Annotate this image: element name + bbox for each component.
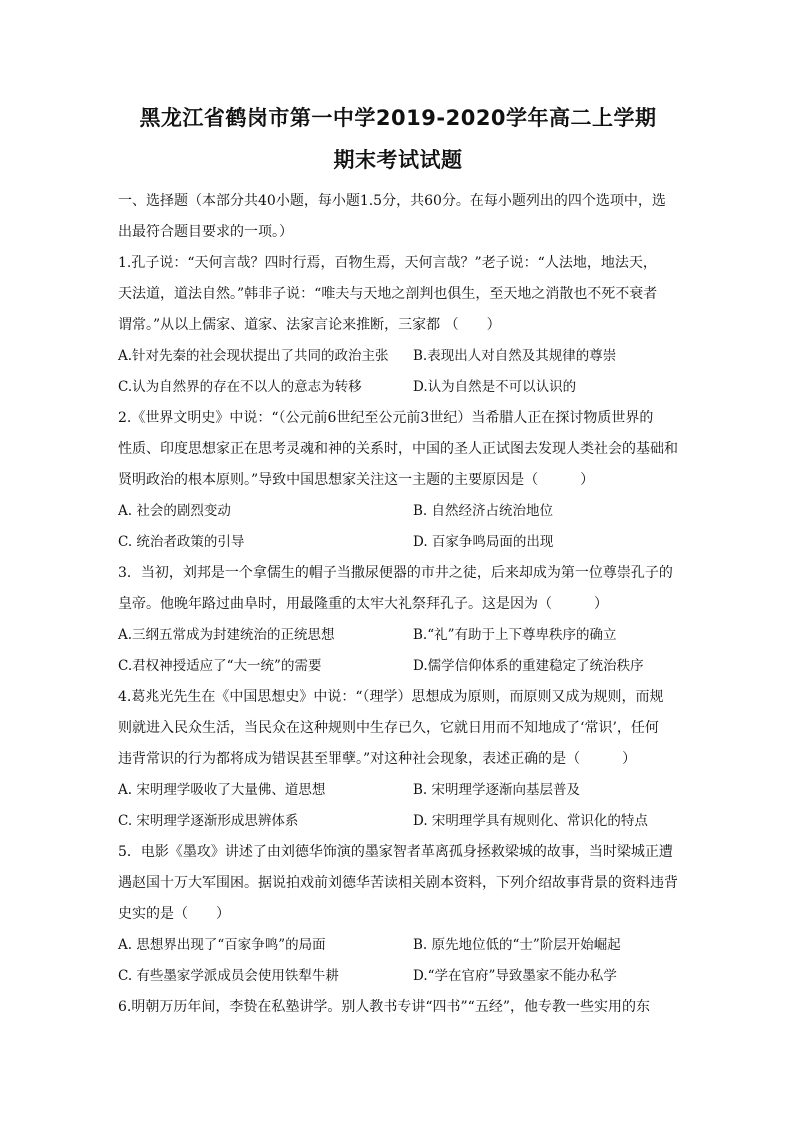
question-text: 3．当初，刘邦是一个拿儒生的帽子当撒尿便器的市井之徒，后来却成为第一位尊崇孔子的: [118, 565, 673, 581]
question-text: 性质、印度思想家正在思考灵魂和神的关系时，中国的圣人正试图去发现人类社会的基础和: [118, 441, 678, 457]
option-c: C. 有些墨家学派成员会使用铁犁牛耕: [118, 968, 339, 984]
question-text: 遇赵国十万大军围困。据说拍戏前刘德华苦读相关剧本资料，下列介绍故事背景的资料违背: [118, 875, 678, 891]
option-d: D. 百家争鸣局面的出现: [413, 534, 554, 550]
option-d: D.认为自然是不可以认识的: [413, 379, 577, 395]
option-a: A. 宋明理学吸收了大量佛、道思想: [118, 782, 326, 798]
option-b: B. 原先地位低的“士”阶层开始崛起: [413, 937, 621, 953]
question-text: 6.明朝万历年间，李贽在私塾讲学。别人教书专讲“四书”“五经”，他专教一些实用的东: [118, 999, 650, 1015]
option-b: B.“礼”有助于上下尊卑秩序的确立: [413, 627, 617, 643]
question-text: 5．电影《墨攻》讲述了由刘德华饰演的墨家智者革离孤身拯救梁城的故事，当时梁城正遭: [118, 844, 673, 860]
option-c: C.君权神授适应了“大一统”的需要: [118, 658, 322, 674]
option-a: A. 思想界出现了“百家争鸣”的局面: [118, 937, 326, 953]
question-4: [118, 682, 678, 837]
option-c: C. 宋明理学逐渐形成思辨体系: [118, 813, 299, 829]
option-d: D. 宋明理学具有规则化、常识化的特点: [413, 813, 648, 829]
question-text: 1.孔子说：“天何言哉？四时行焉，百物生焉，天何言哉？”老子说：“人法地，地法天，: [118, 255, 657, 271]
question-6: [118, 992, 678, 1023]
question-text: 史实的是（ ）: [118, 906, 230, 922]
option-a: A.三纲五常成为封建统治的正统思想: [118, 627, 335, 643]
question-2: [118, 403, 678, 558]
question-text: 2.《世界文明史》中说：“（公元前6世纪至公元前3世纪）当希腊人正在探讨物质世界的: [118, 410, 654, 426]
question-3: [118, 558, 678, 682]
section-instructions: 一、选择题（本部分共40小题，每小题1.5分，共60分。在每小题列出的四个选项中，选: [118, 193, 666, 209]
exam-page: [118, 98, 678, 1023]
option-c: C. 统治者政策的引导: [118, 534, 245, 550]
exam-title-line1: 黑龙江省鹤岗市第一中学2019-2020学年高二上学期: [139, 106, 657, 130]
option-b: B. 自然经济占统治地位: [413, 503, 554, 519]
option-d: D.“学在官府”导致墨家不能办私学: [413, 968, 617, 984]
question-text: 贤明政治的根本原则。”导致中国思想家关注这一主题的主要原因是（ ）: [118, 472, 595, 488]
question-text: 天法道，道法自然。”韩非子说：“唯夫与天地之剖判也俱生，至天地之消散也不死不衰者: [118, 286, 658, 302]
question-text: 违背常识的行为都将成为错误甚至罪孽。”对这种社会现象，表述正确的是（ ）: [118, 751, 637, 767]
question-text: 则就进入民众生活，当民众在这种规则中生存已久，它就日用而不知地成了‘常识’，任何: [118, 720, 659, 736]
exam-title-line2: 期末考试试题: [333, 148, 463, 172]
question-text: 皇帝。他晚年路过曲阜时，用最隆重的太牢大礼祭拜孔子。这是因为（ ）: [118, 596, 608, 612]
section-instructions-cont: 出最符合题目要求的一项。）: [118, 224, 293, 240]
question-1: [118, 248, 678, 403]
option-c: C.认为自然界的存在不以人的意志为转移: [118, 379, 362, 395]
option-d: D.儒学信仰体系的重建稳定了统治秩序: [413, 658, 644, 674]
option-a: A. 社会的剧烈变动: [118, 503, 231, 519]
question-text: 谓常。”从以上儒家、道家、法家言论来推断，三家都 （ ）: [118, 317, 501, 333]
question-5: [118, 837, 678, 992]
option-a: A.针对先秦的社会现状提出了共同的政治主张: [118, 348, 389, 364]
option-b: B. 宋明理学逐渐向基层普及: [413, 782, 581, 798]
option-b: B.表现出人对自然及其规律的尊崇: [413, 348, 617, 364]
question-text: 4.葛兆光先生在《中国思想史》中说：“（理学）思想成为原则，而原则又成为规则，而规: [118, 689, 664, 705]
